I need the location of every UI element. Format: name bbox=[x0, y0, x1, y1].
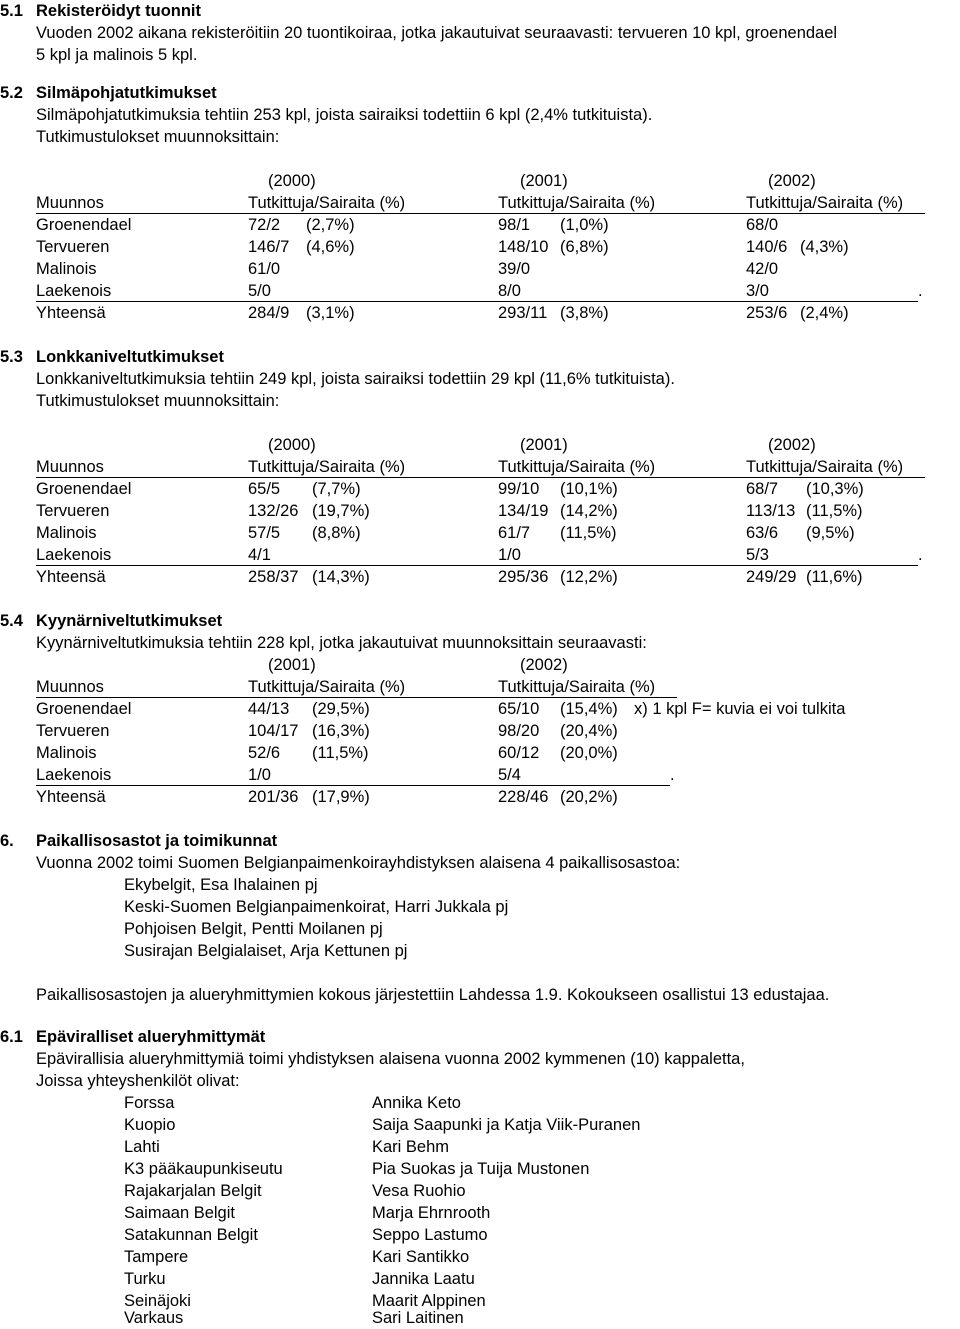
group-name: Satakunnan Belgit bbox=[124, 1226, 258, 1244]
count-cell: 57/5 bbox=[248, 524, 281, 542]
column-header: Muunnos bbox=[36, 458, 104, 476]
section-number: 5.4 bbox=[0, 612, 23, 630]
year-label: (2000) bbox=[268, 436, 316, 454]
list-item: Keski-Suomen Belgianpaimenkoirat, Harri Jukkala pj bbox=[124, 898, 509, 916]
percent-cell: (19,7%) bbox=[312, 502, 370, 520]
year-label: (2002) bbox=[768, 436, 816, 454]
total-label: Yhteensä bbox=[36, 568, 106, 586]
contact-person: Seppo Lastumo bbox=[372, 1226, 488, 1244]
count-cell: 113/13 bbox=[746, 502, 796, 520]
column-header: Muunnos bbox=[36, 194, 104, 212]
section-heading: Paikallisosastot ja toimikunnat bbox=[36, 832, 278, 850]
contact-person: Sari Laitinen bbox=[372, 1309, 464, 1327]
count-cell: 140/6 bbox=[746, 238, 788, 256]
percent-cell: (12,2%) bbox=[560, 568, 618, 586]
count-cell: 60/12 bbox=[498, 744, 540, 762]
header-rule bbox=[36, 213, 925, 214]
count-cell: 258/37 bbox=[248, 568, 299, 586]
trailing-period: . bbox=[670, 766, 675, 784]
percent-cell: (3,1%) bbox=[306, 304, 355, 322]
footnote-text: x) 1 kpl F= kuvia ei voi tulkita bbox=[634, 700, 846, 718]
breed-label: Laekenois bbox=[36, 766, 112, 784]
trailing-period: . bbox=[918, 546, 923, 564]
count-cell: 8/0 bbox=[498, 282, 521, 300]
section-heading: Epäviralliset alueryhmittymät bbox=[36, 1028, 266, 1046]
count-cell: 5/4 bbox=[498, 766, 521, 784]
percent-cell: (10,1%) bbox=[560, 480, 618, 498]
percent-cell: (11,5%) bbox=[806, 502, 863, 520]
paragraph-line: Vuonna 2002 toimi Suomen Belgianpaimenkoirayhdistyksen alaisena 4 paikallisosastoa: bbox=[36, 854, 681, 872]
paragraph-line: Silmäpohjatutkimuksia tehtiin 253 kpl, joista sairaiksi todettiin 6 kpl (2,4% tutkituista). bbox=[36, 106, 653, 124]
percent-cell: (14,3%) bbox=[312, 568, 370, 586]
column-header: Tutkittuja/Sairaita (%) bbox=[248, 458, 406, 476]
percent-cell: (16,3%) bbox=[312, 722, 370, 740]
percent-cell: (11,5%) bbox=[560, 524, 617, 542]
count-cell: 68/7 bbox=[746, 480, 779, 498]
percent-cell: (3,8%) bbox=[560, 304, 609, 322]
contact-person: Vesa Ruohio bbox=[372, 1182, 466, 1200]
count-cell: 99/10 bbox=[498, 480, 540, 498]
count-cell: 63/6 bbox=[746, 524, 779, 542]
group-name: Varkaus bbox=[124, 1309, 184, 1327]
contact-person: Maarit Alppinen bbox=[372, 1292, 486, 1310]
group-name: Seinäjoki bbox=[124, 1292, 191, 1310]
percent-cell: (9,5%) bbox=[806, 524, 855, 542]
percent-cell: (11,6%) bbox=[806, 568, 863, 586]
percent-cell: (10,3%) bbox=[806, 480, 864, 498]
count-cell: 284/9 bbox=[248, 304, 290, 322]
breed-label: Malinois bbox=[36, 524, 97, 542]
count-cell: 5/0 bbox=[248, 282, 271, 300]
list-item: Ekybelgit, Esa Ihalainen pj bbox=[124, 876, 318, 894]
count-cell: 52/6 bbox=[248, 744, 281, 762]
percent-cell: (14,2%) bbox=[560, 502, 618, 520]
trailing-period: . bbox=[918, 282, 923, 300]
count-cell: 201/36 bbox=[248, 788, 299, 806]
section-heading: Lonkkaniveltutkimukset bbox=[36, 348, 224, 366]
contact-person: Jannika Laatu bbox=[372, 1270, 475, 1288]
count-cell: 132/26 bbox=[248, 502, 299, 520]
section-heading: Rekisteröidyt tuonnit bbox=[36, 2, 202, 20]
list-item: Pohjoisen Belgit, Pentti Moilanen pj bbox=[124, 920, 383, 938]
column-header: Tutkittuja/Sairaita (%) bbox=[746, 194, 904, 212]
breed-label: Malinois bbox=[36, 744, 97, 762]
section-number: 5.1 bbox=[0, 2, 23, 20]
percent-cell: (8,8%) bbox=[312, 524, 361, 542]
contact-person: Pia Suokas ja Tuija Mustonen bbox=[372, 1160, 590, 1178]
paragraph-line: Vuoden 2002 aikana rekisteröitiin 20 tuontikoiraa, jotka jakautuivat seuraavasti: tervueren 10 kpl, groenendael bbox=[36, 24, 838, 42]
count-cell: 68/0 bbox=[746, 216, 779, 234]
percent-cell: (17,9%) bbox=[312, 788, 370, 806]
group-name: Saimaan Belgit bbox=[124, 1204, 235, 1222]
group-name: Forssa bbox=[124, 1094, 175, 1112]
breed-label: Tervueren bbox=[36, 238, 110, 256]
year-label: (2001) bbox=[520, 436, 568, 454]
count-cell: 61/0 bbox=[248, 260, 281, 278]
group-name: Turku bbox=[124, 1270, 166, 1288]
count-cell: 228/46 bbox=[498, 788, 549, 806]
count-cell: 72/2 bbox=[248, 216, 281, 234]
count-cell: 61/7 bbox=[498, 524, 531, 542]
total-label: Yhteensä bbox=[36, 304, 106, 322]
column-header: Tutkittuja/Sairaita (%) bbox=[498, 194, 656, 212]
percent-cell: (15,4%) bbox=[560, 700, 618, 718]
breed-label: Groenendael bbox=[36, 216, 132, 234]
breed-label: Groenendael bbox=[36, 700, 132, 718]
year-label: (2002) bbox=[768, 172, 816, 190]
column-header: Tutkittuja/Sairaita (%) bbox=[248, 194, 406, 212]
column-header: Tutkittuja/Sairaita (%) bbox=[248, 678, 406, 696]
count-cell: 3/0 bbox=[746, 282, 769, 300]
paragraph-line: Tutkimustulokset muunnoksittain: bbox=[36, 392, 280, 410]
total-label: Yhteensä bbox=[36, 788, 106, 806]
percent-cell: (11,5%) bbox=[312, 744, 369, 762]
header-rule bbox=[36, 477, 925, 478]
column-header: Tutkittuja/Sairaita (%) bbox=[746, 458, 904, 476]
contact-person: Saija Saapunki ja Katja Viik-Puranen bbox=[372, 1116, 641, 1134]
percent-cell: (6,8%) bbox=[560, 238, 609, 256]
count-cell: 249/29 bbox=[746, 568, 797, 586]
section-number: 6. bbox=[0, 832, 14, 850]
count-cell: 42/0 bbox=[746, 260, 779, 278]
breed-label: Laekenois bbox=[36, 546, 112, 564]
year-label: (2000) bbox=[268, 172, 316, 190]
section-number: 5.2 bbox=[0, 84, 23, 102]
breed-label: Groenendael bbox=[36, 480, 132, 498]
breed-label: Tervueren bbox=[36, 722, 110, 740]
count-cell: 39/0 bbox=[498, 260, 531, 278]
paragraph-line: 5 kpl ja malinois 5 kpl. bbox=[36, 46, 198, 64]
paragraph-line: Epävirallisia alueryhmittymiä toimi yhdistyksen alaisena vuonna 2002 kymmenen (10) kappaletta, bbox=[36, 1050, 745, 1068]
contact-person: Kari Behm bbox=[372, 1138, 450, 1156]
percent-cell: (20,2%) bbox=[560, 788, 618, 806]
section-heading: Kyynärniveltutkimukset bbox=[36, 612, 223, 630]
paragraph-line: Joissa yhteyshenkilöt olivat: bbox=[36, 1072, 240, 1090]
percent-cell: (29,5%) bbox=[312, 700, 370, 718]
percent-cell: (4,3%) bbox=[800, 238, 849, 256]
count-cell: 148/10 bbox=[498, 238, 549, 256]
column-header: Muunnos bbox=[36, 678, 104, 696]
breed-label: Tervueren bbox=[36, 502, 110, 520]
paragraph-line: Lonkkaniveltutkimuksia tehtiin 249 kpl, joista sairaiksi todettiin 29 kpl (11,6% tutkituista). bbox=[36, 370, 675, 388]
breed-label: Laekenois bbox=[36, 282, 112, 300]
percent-cell: (20,0%) bbox=[560, 744, 618, 762]
percent-cell: (2,7%) bbox=[306, 216, 355, 234]
year-label: (2001) bbox=[520, 172, 568, 190]
contact-person: Annika Keto bbox=[372, 1094, 461, 1112]
group-name: Tampere bbox=[124, 1248, 189, 1266]
paragraph-line: Kyynärniveltutkimuksia tehtiin 228 kpl, jotka jakautuivat muunnoksittain seuraavasti: bbox=[36, 634, 647, 652]
contact-person: Kari Santikko bbox=[372, 1248, 470, 1266]
count-cell: 98/20 bbox=[498, 722, 540, 740]
count-cell: 1/0 bbox=[498, 546, 521, 564]
group-name: Rajakarjalan Belgit bbox=[124, 1182, 262, 1200]
section-heading: Silmäpohjatutkimukset bbox=[36, 84, 217, 102]
count-cell: 5/3 bbox=[746, 546, 769, 564]
group-name: K3 pääkaupunkiseutu bbox=[124, 1160, 283, 1178]
percent-cell: (1,0%) bbox=[560, 216, 609, 234]
percent-cell: (2,4%) bbox=[800, 304, 849, 322]
column-header: Tutkittuja/Sairaita (%) bbox=[498, 458, 656, 476]
count-cell: 65/10 bbox=[498, 700, 540, 718]
count-cell: 253/6 bbox=[746, 304, 788, 322]
group-name: Kuopio bbox=[124, 1116, 176, 1134]
count-cell: 98/1 bbox=[498, 216, 531, 234]
paragraph-line: Paikallisosastojen ja alueryhmittymien kokous järjestettiin Lahdessa 1.9. Kokoukseen osallistui 13 edustajaa. bbox=[36, 986, 830, 1004]
percent-cell: (4,6%) bbox=[306, 238, 355, 256]
percent-cell: (20,4%) bbox=[560, 722, 618, 740]
count-cell: 104/17 bbox=[248, 722, 299, 740]
percent-cell: (7,7%) bbox=[312, 480, 361, 498]
count-cell: 4/1 bbox=[248, 546, 271, 564]
contact-person: Marja Ehrnrooth bbox=[372, 1204, 491, 1222]
count-cell: 146/7 bbox=[248, 238, 290, 256]
count-cell: 44/13 bbox=[248, 700, 290, 718]
group-name: Lahti bbox=[124, 1138, 160, 1156]
column-header: Tutkittuja/Sairaita (%) bbox=[498, 678, 656, 696]
section-number: 5.3 bbox=[0, 348, 23, 366]
count-cell: 1/0 bbox=[248, 766, 271, 784]
count-cell: 293/11 bbox=[498, 304, 548, 322]
breed-label: Malinois bbox=[36, 260, 97, 278]
count-cell: 134/19 bbox=[498, 502, 549, 520]
count-cell: 65/5 bbox=[248, 480, 281, 498]
year-label: (2002) bbox=[520, 656, 568, 674]
list-item: Susirajan Belgialaiset, Arja Kettunen pj bbox=[124, 942, 408, 960]
section-number: 6.1 bbox=[0, 1028, 23, 1046]
paragraph-line: Tutkimustulokset muunnoksittain: bbox=[36, 128, 280, 146]
year-label: (2001) bbox=[268, 656, 316, 674]
count-cell: 295/36 bbox=[498, 568, 549, 586]
